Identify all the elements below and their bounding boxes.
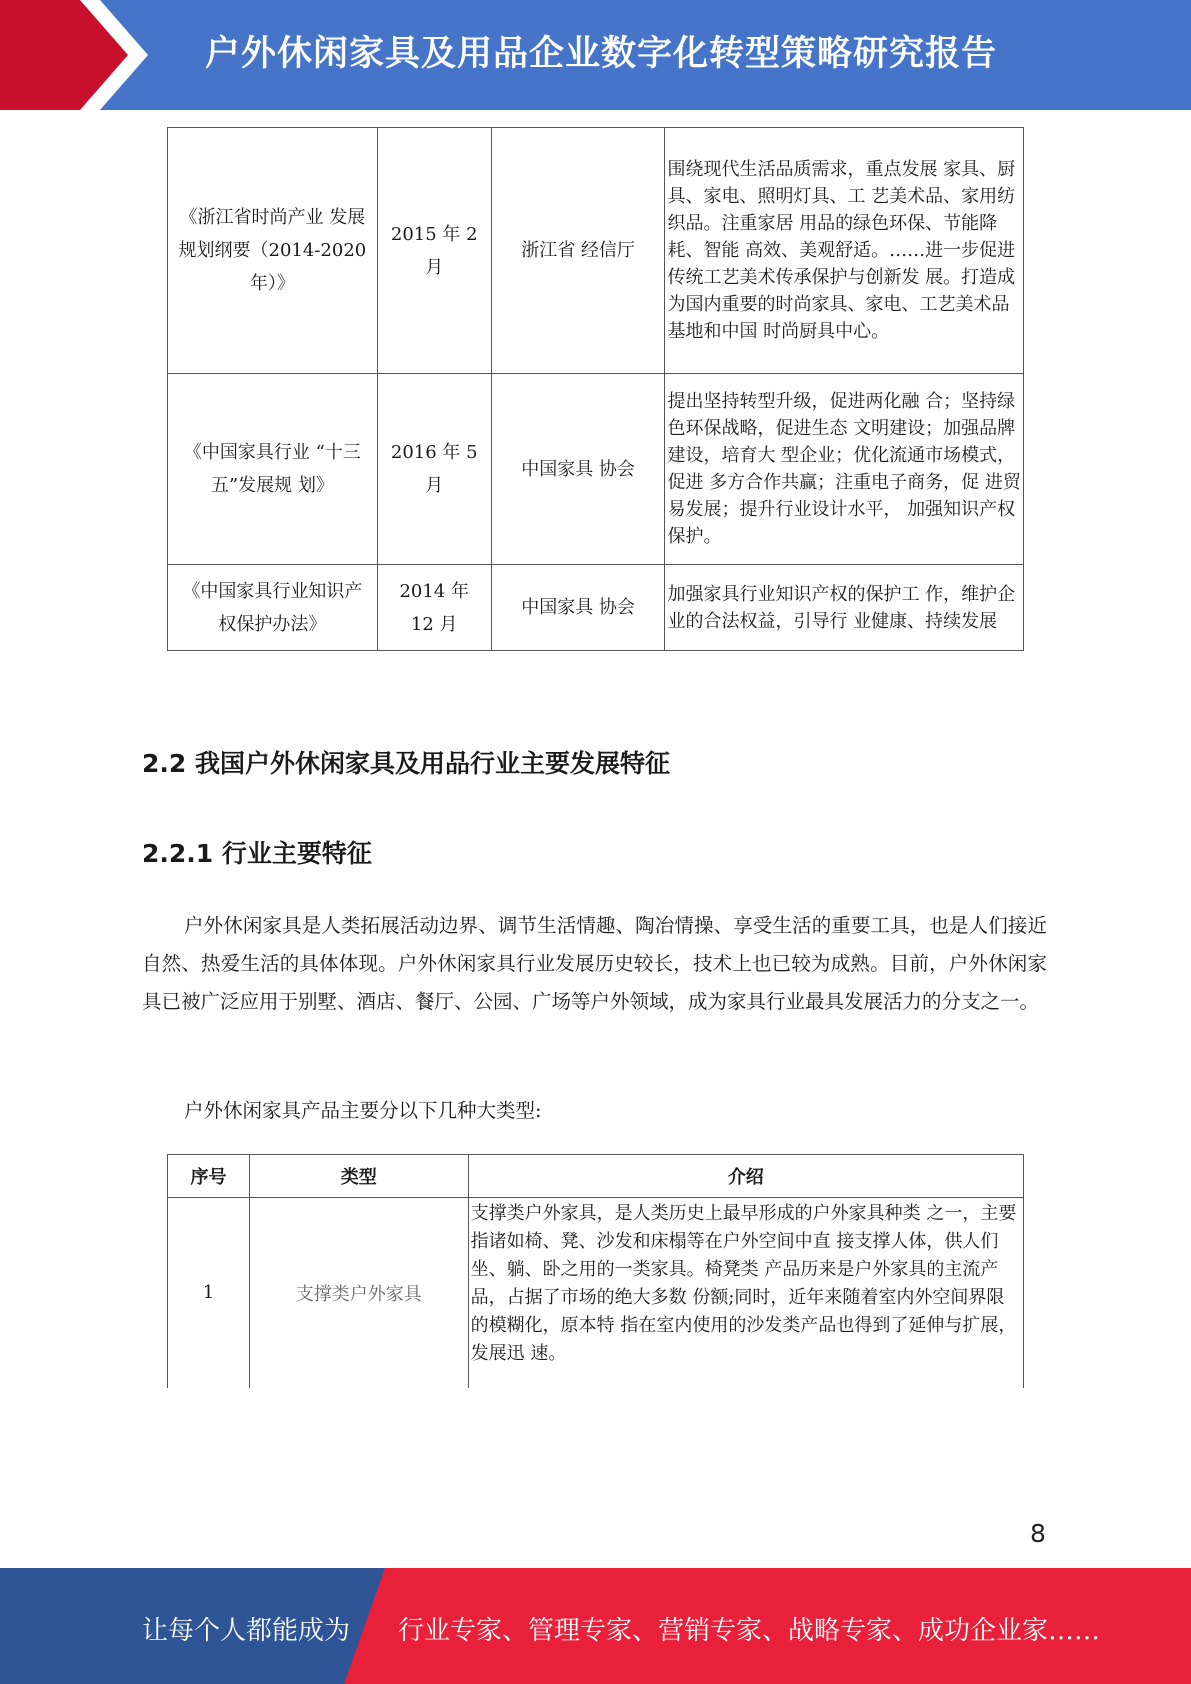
table-row [168,374,1024,565]
body-paragraph: 户外休闲家具产品主要分以下几种大类型: [184,1099,542,1122]
section-heading: 2.2 我国户外休闲家具及用品行业主要发展特征 [142,749,670,778]
column-header-intro: 介绍 [468,1155,1023,1198]
table-header-row [168,1155,1024,1198]
policy-name: 《中国家具行业知识产权保护办法》 [168,565,378,651]
policy-date: 2015 年 2 月 [377,128,491,374]
row-index: 1 [168,1198,250,1388]
policy-name: 《中国家具行业 “十三五”发展规 划》 [168,374,378,565]
policy-content: 提出坚持转型升级，促进两化融 合；坚持绿色环保战略，促进生态 文明建设；加强品牌建设，培育大 型企业；优化流通市场模式，促进 多方合作共赢；注重电子商务，促 进贸易发展；提升行业设计水平， 加强知识产权保护。 [665,374,1024,565]
body-paragraph: 户外休闲家具是人类拓展活动边界、调节生活情趣、陶冶情操、享受生活的重要工具，也是人们接近自然、热爱生活的具体体现。户外休闲家具行业发展历史较长，技术上也已较为成熟。目前，户外休闲家具已被广泛应用于别墅、酒店、餐厅、公园、广场等户外领域，成为家具行业最具发展活力的分支之一。 [142,914,1047,1013]
table-row [168,128,1024,374]
subsection-heading: 2.2.1 行业主要特征 [142,839,372,868]
policy-issuer: 中国家具 协会 [491,565,665,651]
footer-slogan-right: 行业专家、管理专家、营销专家、战略专家、成功企业家…… [398,1616,1101,1646]
policy-content: 围绕现代生活品质需求，重点发展 家具、厨具、家电、照明灯具、工 艺美术品、家用纺织品。注重家居 用品的绿色环保、节能降耗、智能 高效、美观舒适。……进一步促进 传统工艺美术传承保护与创新发 展。打造成为国内重要的时尚家具、家电、工艺美术品基地和中国 时尚厨具中心。 [665,128,1024,374]
page-header [0,0,1191,110]
policy-table [167,127,1024,651]
product-type-table [167,1154,1024,1388]
page-footer [0,1568,1191,1684]
policy-content: 加强家具行业知识产权的保护工 作，维护企业的合法权益，引导行 业健康、持续发展 [665,565,1024,651]
footer-slogan-left: 让每个人都能成为 [142,1616,351,1646]
page-number: 8 [1030,1519,1046,1548]
column-header-type: 类型 [249,1155,468,1198]
table-row [168,1198,1024,1388]
column-header-index: 序号 [168,1155,250,1198]
row-intro: 支撑类户外家具，是人类历史上最早形成的户外家具种类 之一，主要指诸如椅、凳、沙发和床榻等在户外空间中直 接支撑人体，供人们坐、躺、卧之用的一类家具。椅凳类 产品历来是户外家具的主流产品，占据了市场的绝大多数 份额;同时，近年来随着室内外空间界限的模糊化，原本特 指在室内使用的沙发类产品也得到了延伸与扩展，发展迅 速。 [468,1198,1023,1388]
report-title: 户外休闲家具及用品企业数字化转型策略研究报告 [205,34,998,74]
row-type: 支撑类户外家具 [249,1198,468,1388]
table-row [168,565,1024,651]
policy-issuer: 中国家具 协会 [491,374,665,565]
policy-issuer: 浙江省 经信厅 [491,128,665,374]
policy-name: 《浙江省时尚产业 发展规划纲要（2014-2020 年）》 [168,128,378,374]
policy-date: 2014 年 12 月 [377,565,491,651]
policy-date: 2016 年 5 月 [377,374,491,565]
